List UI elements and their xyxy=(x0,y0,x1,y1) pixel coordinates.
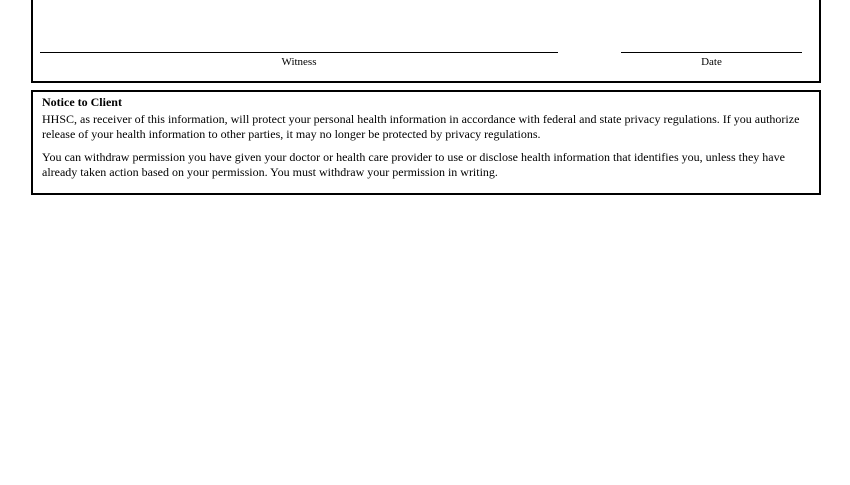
witness-label: Witness xyxy=(281,56,317,68)
notice-to-client-section xyxy=(31,90,821,195)
date-line[interactable] xyxy=(621,52,802,53)
notice-title: Notice to Client xyxy=(42,95,122,109)
signature-section xyxy=(31,0,821,83)
notice-paragraph-privacy: HHSC, as receiver of this information, will protect your personal health information in accordance with federal and state privacy regulations. If you authorize release of your health information to other parties, it may no longer be protected by privacy regulations. xyxy=(42,112,800,141)
notice-paragraph-withdraw: You can withdraw permission you have given your doctor or health care provider to use or disclose health information that identifies you, unless they have already taken action based on your permission. You must withdraw your permission in writing. xyxy=(42,150,785,179)
witness-signature-line[interactable] xyxy=(40,52,558,53)
date-label: Date xyxy=(701,56,722,68)
